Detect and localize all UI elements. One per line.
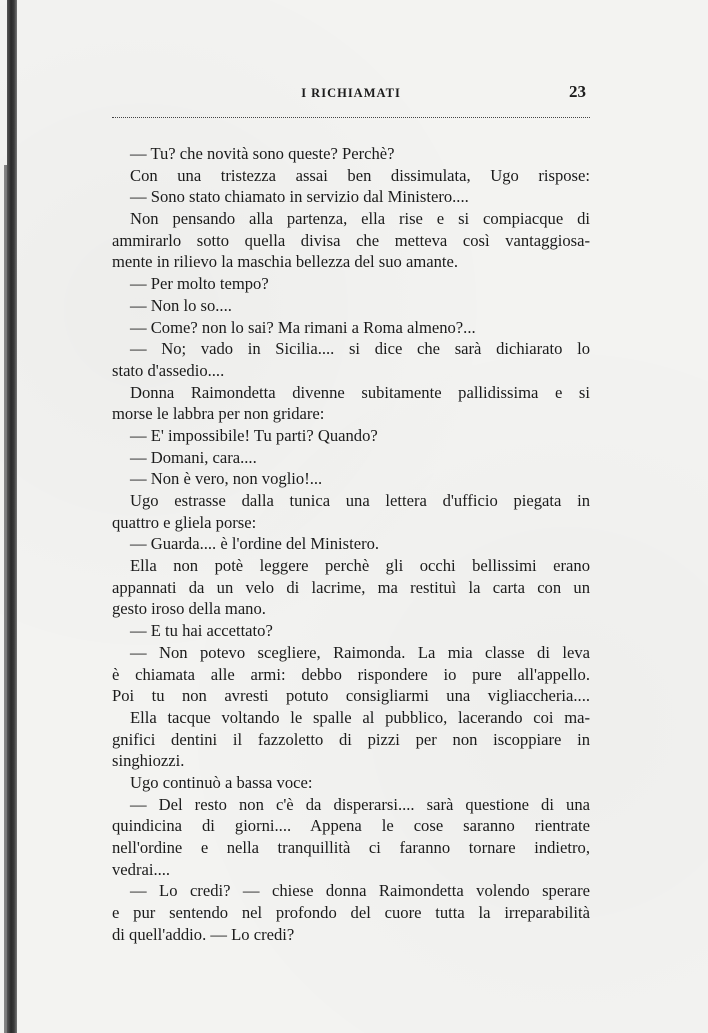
text-line: Poi tu non avresti potuto consigliarmi una vigliaccheria.... [112, 686, 590, 706]
text-line: Donna Raimondetta divenne subitamente pallidissima e si [130, 382, 590, 402]
text-line: — Come? non lo sai? Ma rimani a Roma almeno?... [130, 317, 476, 337]
text-line: vedrai.... [112, 859, 171, 879]
text-line: — No; vado in Sicilia.... si dice che sarà dichiarato lo [130, 339, 590, 359]
text-line: è chiamata alle armi: debbo rispondere io pure all'appello. [112, 664, 590, 684]
text-line: — Sono stato chiamato in servizio dal Ministero.... [130, 187, 469, 207]
text-line: Ella tacque voltando le spalle al pubblico, lacerando coi ma- [130, 707, 590, 727]
text-line: e pur sentendo nel profondo del cuore tutta la irreparabilità [112, 903, 590, 923]
text-line: appannati da un velo di lacrime, ma restituì la carta con un [112, 577, 590, 597]
text-line: — Lo credi? — chiese donna Raimondetta volendo sperare [130, 881, 590, 901]
text-line: — Non è vero, non voglio!... [130, 469, 323, 489]
text-line: gesto iroso della mano. [112, 599, 266, 619]
text-line: — Non potevo scegliere, Raimonda. La mia classe di leva [130, 642, 590, 662]
page-number: 23 [569, 82, 586, 101]
text-line: Ugo estrasse dalla tunica una lettera d'ufficio piegata in [130, 491, 590, 510]
text-line: ammirarlo sotto quella divisa che metteva così vantaggiosa- [112, 230, 590, 250]
text-line: di quell'addio. — Lo credi? [112, 924, 295, 944]
text-line: singhiozzi. [112, 751, 185, 771]
header-dotted-rule [112, 117, 590, 118]
text-line: quattro e gliela porse: [112, 512, 257, 532]
text-line: — Del resto non c'è da disperarsi.... sarà questione di una [130, 794, 590, 814]
running-head [112, 82, 590, 106]
text-line: — E tu hai accettato? [130, 621, 273, 641]
text-line: — E' impossibile! Tu parti? Quando? [130, 425, 378, 445]
text-line: Non pensando alla partenza, ella rise e si compiacque di [130, 209, 590, 229]
page-binding-edge [7, 0, 17, 1033]
text-line: quindicina di giorni.... Appena le cose saranno rientrate [112, 816, 590, 836]
text-line: — Per molto tempo? [130, 274, 269, 294]
text-line: Ella non potè leggere perchè gli occhi bellissimi erano [130, 556, 590, 576]
text-line: stato d'assedio.... [112, 360, 225, 380]
text-line: — Domani, cara.... [130, 447, 257, 467]
text-line: Ugo continuò a bassa voce: [130, 772, 313, 792]
body-text [112, 143, 590, 945]
text-line: morse le labbra per non gridare: [112, 404, 325, 424]
text-line: nell'ordine e nella tranquillità ci faranno tornare indietro, [112, 838, 590, 857]
text-line: — Guarda.... è l'ordine del Ministero. [130, 534, 380, 554]
text-line: — Non lo so.... [130, 295, 232, 315]
text-line: — Tu? che novità sono queste? Perchè? [130, 144, 395, 163]
running-title: I RICHIAMATI [301, 86, 401, 100]
text-line: Con una tristezza assai ben dissimulata, Ugo rispose: [130, 165, 590, 185]
text-line: gnifici dentini il fazzoletto di pizzi per non iscoppiare in [112, 729, 590, 749]
text-line: mente in rilievo la maschia bellezza del suo amante. [112, 252, 459, 272]
